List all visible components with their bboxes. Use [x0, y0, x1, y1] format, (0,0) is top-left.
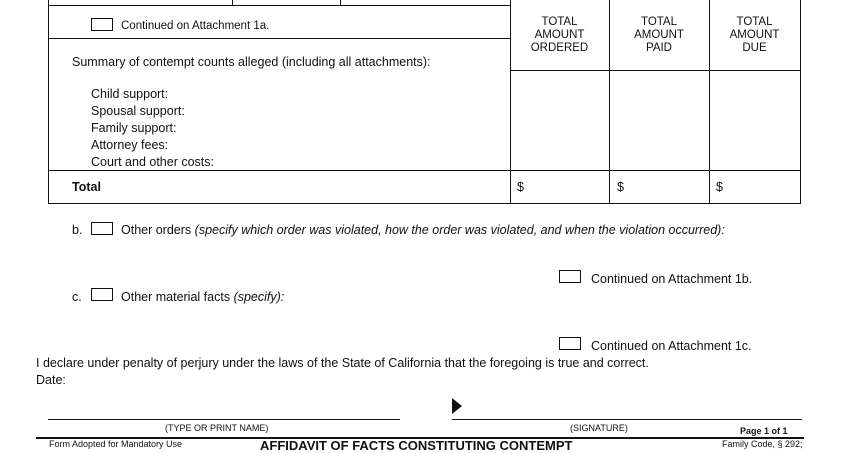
- attachment-1c-checkbox[interactable]: [559, 337, 581, 350]
- print-name-caption: (TYPE OR PRINT NAME): [165, 423, 269, 433]
- header-total-amount-ordered: TOTAL AMOUNT ORDERED: [530, 16, 589, 54]
- other-facts-checkbox[interactable]: [91, 288, 113, 301]
- item-b-label: Other orders (specify which order was violated, how the order was violated, and when the violation occurred):: [121, 223, 725, 237]
- date-label: Date:: [36, 373, 66, 387]
- perjury-declaration: I declare under penalty of perjury under the laws of the State of California that the foregoing is true and correct.: [36, 356, 649, 370]
- summary-item-family-support: Family support:: [91, 121, 177, 135]
- summary-item-child-support: Child support:: [91, 87, 169, 101]
- attachment-1c-label: Continued on Attachment 1c.: [591, 339, 752, 353]
- header-row-bottom-line: [510, 70, 800, 71]
- signature-caption: (SIGNATURE): [570, 423, 628, 433]
- item-c-letter: c.: [72, 290, 82, 304]
- summary-item-court-costs: Court and other costs:: [91, 155, 214, 169]
- total-due-currency: $: [716, 180, 723, 194]
- table-right-border: [800, 0, 801, 204]
- item-c-label: Other material facts (specify):: [121, 290, 285, 304]
- table-left-border: [48, 0, 49, 204]
- footer-adopted-text: Form Adopted for Mandatory Use: [49, 439, 183, 449]
- attachment-row-line: [48, 38, 510, 39]
- summary-items-list: [91, 86, 214, 171]
- table-bottom-line: [48, 203, 800, 204]
- header-total-amount-paid: TOTAL AMOUNT PAID: [634, 16, 684, 54]
- total-paid-currency: $: [617, 180, 624, 194]
- signature-line[interactable]: [452, 419, 802, 420]
- attachment-1b-checkbox[interactable]: [559, 270, 581, 283]
- print-name-line[interactable]: [48, 419, 400, 420]
- footer-code-reference: Family Code, § 292;: [722, 439, 803, 449]
- form-title: AFFIDAVIT OF FACTS CONSTITUTING CONTEMPT: [260, 438, 573, 453]
- item-b-letter: b.: [72, 223, 83, 237]
- total-label: Total: [72, 180, 101, 194]
- total-ordered-currency: $: [517, 180, 524, 194]
- summary-item-attorney-fees: Attorney fees:: [91, 138, 169, 152]
- attachment-1a-label: Continued on Attachment 1a.: [121, 20, 270, 32]
- summary-item-spousal-support: Spousal support:: [91, 104, 185, 118]
- header-total-amount-due: TOTAL AMOUNT DUE: [729, 16, 780, 54]
- page-number: Page 1 of 1: [740, 426, 788, 436]
- attachment-1b-label: Continued on Attachment 1b.: [591, 272, 753, 286]
- other-orders-checkbox[interactable]: [91, 222, 113, 235]
- top-row-bottom-line: [48, 5, 510, 6]
- attachment-1a-checkbox[interactable]: [91, 18, 113, 31]
- summary-label: Summary of contempt counts alleged (including all attachments):: [72, 55, 431, 69]
- signature-arrow-icon: [451, 397, 463, 415]
